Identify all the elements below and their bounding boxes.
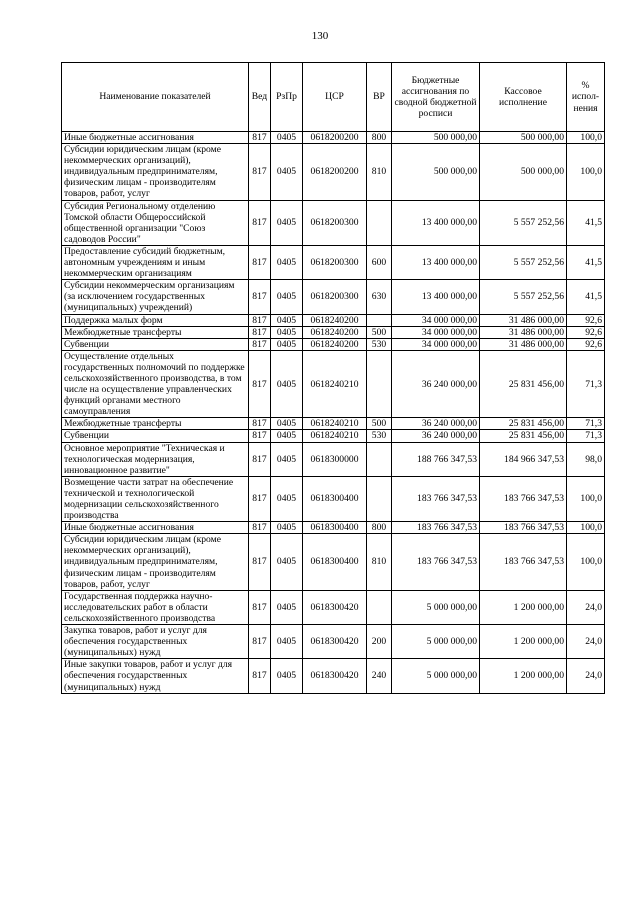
- cell-cash: 183 766 347,53: [480, 522, 567, 534]
- table-row: [62, 144, 605, 200]
- cell-csr: 0618300400: [303, 522, 367, 534]
- cell-ved: 817: [249, 314, 271, 326]
- cell-rzpr: 0405: [271, 350, 303, 418]
- cell-rzpr: 0405: [271, 280, 303, 314]
- cell-plan: 34 000 000,00: [392, 314, 480, 326]
- cell-ved: 817: [249, 625, 271, 659]
- cell-ved: 817: [249, 132, 271, 144]
- cell-vr: [367, 442, 392, 476]
- cell-csr: 0618200200: [303, 132, 367, 144]
- cell-pct: 41,5: [567, 200, 605, 245]
- cell-csr: 0618200300: [303, 200, 367, 245]
- cell-csr: 0618240200: [303, 338, 367, 350]
- cell-name: Субсидии юридическим лицам (кроме некоммерческих организаций), индивидуальным предпринимателям, физическим лицам - производителям товаров, работ, услуг: [62, 534, 249, 590]
- cell-ved: 817: [249, 659, 271, 693]
- cell-pct: 24,0: [567, 659, 605, 693]
- cell-ved: 817: [249, 245, 271, 279]
- cell-name: Основное мероприятие "Техническая и технологическая модернизация, инновационное развитие": [62, 442, 249, 476]
- cell-csr: 0618200200: [303, 144, 367, 200]
- table-row: [62, 442, 605, 476]
- cell-vr: 530: [367, 430, 392, 442]
- header-ved: Вед: [249, 63, 271, 132]
- cell-name: Иные бюджетные ассигнования: [62, 132, 249, 144]
- header-rzpr: РзПр: [271, 63, 303, 132]
- cell-csr: 0618300420: [303, 625, 367, 659]
- table-body: [62, 132, 605, 694]
- cell-ved: 817: [249, 476, 271, 521]
- cell-ved: 817: [249, 144, 271, 200]
- cell-pct: 98,0: [567, 442, 605, 476]
- cell-vr: 810: [367, 534, 392, 590]
- cell-cash: 183 766 347,53: [480, 476, 567, 521]
- cell-name: Иные закупки товаров, работ и услуг для обеспечения государственных (муниципальных) нужд: [62, 659, 249, 693]
- table-row: [62, 200, 605, 245]
- cell-ved: 817: [249, 326, 271, 338]
- table-row: [62, 430, 605, 442]
- cell-cash: 500 000,00: [480, 132, 567, 144]
- cell-vr: 500: [367, 418, 392, 430]
- cell-rzpr: 0405: [271, 132, 303, 144]
- cell-cash: 183 766 347,53: [480, 534, 567, 590]
- cell-name: Межбюджетные трансферты: [62, 418, 249, 430]
- header-plan: Бюджетные ассигнования по сводной бюджетной росписи: [392, 63, 480, 132]
- cell-cash: 5 557 252,56: [480, 245, 567, 279]
- table-row: [62, 590, 605, 624]
- cell-ved: 817: [249, 280, 271, 314]
- cell-vr: 630: [367, 280, 392, 314]
- cell-csr: 0618240200: [303, 314, 367, 326]
- cell-rzpr: 0405: [271, 314, 303, 326]
- cell-ved: 817: [249, 350, 271, 418]
- cell-pct: 100,0: [567, 132, 605, 144]
- cell-vr: [367, 476, 392, 521]
- cell-plan: 34 000 000,00: [392, 338, 480, 350]
- cell-csr: 0618300400: [303, 534, 367, 590]
- cell-pct: 41,5: [567, 280, 605, 314]
- cell-plan: 500 000,00: [392, 144, 480, 200]
- cell-rzpr: 0405: [271, 430, 303, 442]
- cell-cash: 500 000,00: [480, 144, 567, 200]
- cell-plan: 183 766 347,53: [392, 534, 480, 590]
- cell-pct: 100,0: [567, 522, 605, 534]
- cell-pct: 24,0: [567, 590, 605, 624]
- cell-cash: 31 486 000,00: [480, 326, 567, 338]
- cell-ved: 817: [249, 338, 271, 350]
- cell-vr: [367, 200, 392, 245]
- table-row: [62, 522, 605, 534]
- table-row: [62, 245, 605, 279]
- cell-plan: 500 000,00: [392, 132, 480, 144]
- cell-cash: 31 486 000,00: [480, 314, 567, 326]
- cell-plan: 5 000 000,00: [392, 659, 480, 693]
- cell-cash: 25 831 456,00: [480, 418, 567, 430]
- cell-plan: 13 400 000,00: [392, 200, 480, 245]
- cell-rzpr: 0405: [271, 476, 303, 521]
- cell-name: Предоставление субсидий бюджетным, автономным учреждениям и иным некоммерческим организациям: [62, 245, 249, 279]
- cell-name: Субсидии некоммерческим организациям (за исключением государственных (муниципальных) учреждений): [62, 280, 249, 314]
- cell-rzpr: 0405: [271, 534, 303, 590]
- table-row: [62, 625, 605, 659]
- cell-csr: 0618240200: [303, 326, 367, 338]
- cell-vr: 800: [367, 522, 392, 534]
- table-row: [62, 314, 605, 326]
- cell-pct: 100,0: [567, 144, 605, 200]
- cell-csr: 0618300400: [303, 476, 367, 521]
- cell-name: Субвенции: [62, 430, 249, 442]
- cell-pct: 41,5: [567, 245, 605, 279]
- cell-rzpr: 0405: [271, 590, 303, 624]
- cell-rzpr: 0405: [271, 338, 303, 350]
- header-vr: ВР: [367, 63, 392, 132]
- cell-ved: 817: [249, 590, 271, 624]
- cell-vr: 240: [367, 659, 392, 693]
- cell-vr: 800: [367, 132, 392, 144]
- cell-rzpr: 0405: [271, 245, 303, 279]
- table-row: [62, 418, 605, 430]
- cell-csr: 0618300000: [303, 442, 367, 476]
- cell-vr: 530: [367, 338, 392, 350]
- cell-name: Субсидия Региональному отделению Томской области Общероссийской общественной организации "Союз садоводов России": [62, 200, 249, 245]
- cell-vr: [367, 590, 392, 624]
- cell-rzpr: 0405: [271, 442, 303, 476]
- cell-name: Иные бюджетные ассигнования: [62, 522, 249, 534]
- budget-execution-table: [61, 62, 605, 694]
- cell-ved: 817: [249, 442, 271, 476]
- cell-name: Возмещение части затрат на обеспечение технической и технологической модернизации сельскохозяйственного производства: [62, 476, 249, 521]
- cell-ved: 817: [249, 430, 271, 442]
- cell-csr: 0618240210: [303, 350, 367, 418]
- cell-ved: 817: [249, 534, 271, 590]
- cell-name: Межбюджетные трансферты: [62, 326, 249, 338]
- cell-cash: 1 200 000,00: [480, 590, 567, 624]
- table-row: [62, 280, 605, 314]
- header-cash: Кассовое исполнение: [480, 63, 567, 132]
- cell-csr: 0618200300: [303, 245, 367, 279]
- cell-cash: 31 486 000,00: [480, 338, 567, 350]
- cell-csr: 0618240210: [303, 418, 367, 430]
- cell-vr: 500: [367, 326, 392, 338]
- cell-csr: 0618300420: [303, 590, 367, 624]
- table-row: [62, 350, 605, 418]
- cell-rzpr: 0405: [271, 200, 303, 245]
- cell-pct: 92,6: [567, 338, 605, 350]
- cell-csr: 0618200300: [303, 280, 367, 314]
- cell-name: Поддержка малых форм: [62, 314, 249, 326]
- table-row: [62, 326, 605, 338]
- cell-plan: 36 240 000,00: [392, 430, 480, 442]
- cell-ved: 817: [249, 200, 271, 245]
- cell-rzpr: 0405: [271, 144, 303, 200]
- table-row: [62, 132, 605, 144]
- cell-name: Закупка товаров, работ и услуг для обеспечения государственных (муниципальных) нужд: [62, 625, 249, 659]
- table-header-row: [62, 63, 605, 132]
- cell-pct: 71,3: [567, 418, 605, 430]
- cell-vr: 600: [367, 245, 392, 279]
- cell-cash: 5 557 252,56: [480, 200, 567, 245]
- cell-plan: 36 240 000,00: [392, 350, 480, 418]
- cell-pct: 24,0: [567, 625, 605, 659]
- cell-name: Субсидии юридическим лицам (кроме некоммерческих организаций), индивидуальным предпринимателям, физическим лицам - производителям товаров, работ, услуг: [62, 144, 249, 200]
- cell-ved: 817: [249, 418, 271, 430]
- cell-pct: 92,6: [567, 326, 605, 338]
- cell-plan: 13 400 000,00: [392, 280, 480, 314]
- cell-plan: 13 400 000,00: [392, 245, 480, 279]
- cell-plan: 183 766 347,53: [392, 522, 480, 534]
- cell-pct: 71,3: [567, 430, 605, 442]
- cell-cash: 1 200 000,00: [480, 659, 567, 693]
- table-row: [62, 659, 605, 693]
- cell-vr: 200: [367, 625, 392, 659]
- cell-rzpr: 0405: [271, 522, 303, 534]
- cell-plan: 34 000 000,00: [392, 326, 480, 338]
- cell-cash: 5 557 252,56: [480, 280, 567, 314]
- cell-plan: 5 000 000,00: [392, 625, 480, 659]
- header-pct: % испол-нения: [567, 63, 605, 132]
- header-csr: ЦСР: [303, 63, 367, 132]
- cell-pct: 71,3: [567, 350, 605, 418]
- cell-rzpr: 0405: [271, 659, 303, 693]
- cell-rzpr: 0405: [271, 418, 303, 430]
- cell-rzpr: 0405: [271, 625, 303, 659]
- cell-vr: [367, 314, 392, 326]
- cell-cash: 25 831 456,00: [480, 430, 567, 442]
- cell-plan: 188 766 347,53: [392, 442, 480, 476]
- cell-plan: 36 240 000,00: [392, 418, 480, 430]
- cell-plan: 5 000 000,00: [392, 590, 480, 624]
- cell-vr: [367, 350, 392, 418]
- cell-vr: 810: [367, 144, 392, 200]
- table-row: [62, 338, 605, 350]
- cell-pct: 100,0: [567, 534, 605, 590]
- cell-pct: 100,0: [567, 476, 605, 521]
- cell-name: Осуществление отдельных государственных полномочий по поддержке сельскохозяйственного производства, в том числе на осуществление управленческих функций органами местного самоуправления: [62, 350, 249, 418]
- table-row: [62, 476, 605, 521]
- header-name: Наименование показателей: [62, 63, 249, 132]
- cell-name: Субвенции: [62, 338, 249, 350]
- cell-cash: 1 200 000,00: [480, 625, 567, 659]
- cell-csr: 0618240210: [303, 430, 367, 442]
- cell-ved: 817: [249, 522, 271, 534]
- cell-pct: 92,6: [567, 314, 605, 326]
- cell-rzpr: 0405: [271, 326, 303, 338]
- cell-cash: 184 966 347,53: [480, 442, 567, 476]
- cell-plan: 183 766 347,53: [392, 476, 480, 521]
- cell-name: Государственная поддержка научно-исследовательских работ в области сельскохозяйственного производства: [62, 590, 249, 624]
- table-row: [62, 534, 605, 590]
- cell-csr: 0618300420: [303, 659, 367, 693]
- page-number: 130: [311, 30, 329, 42]
- cell-cash: 25 831 456,00: [480, 350, 567, 418]
